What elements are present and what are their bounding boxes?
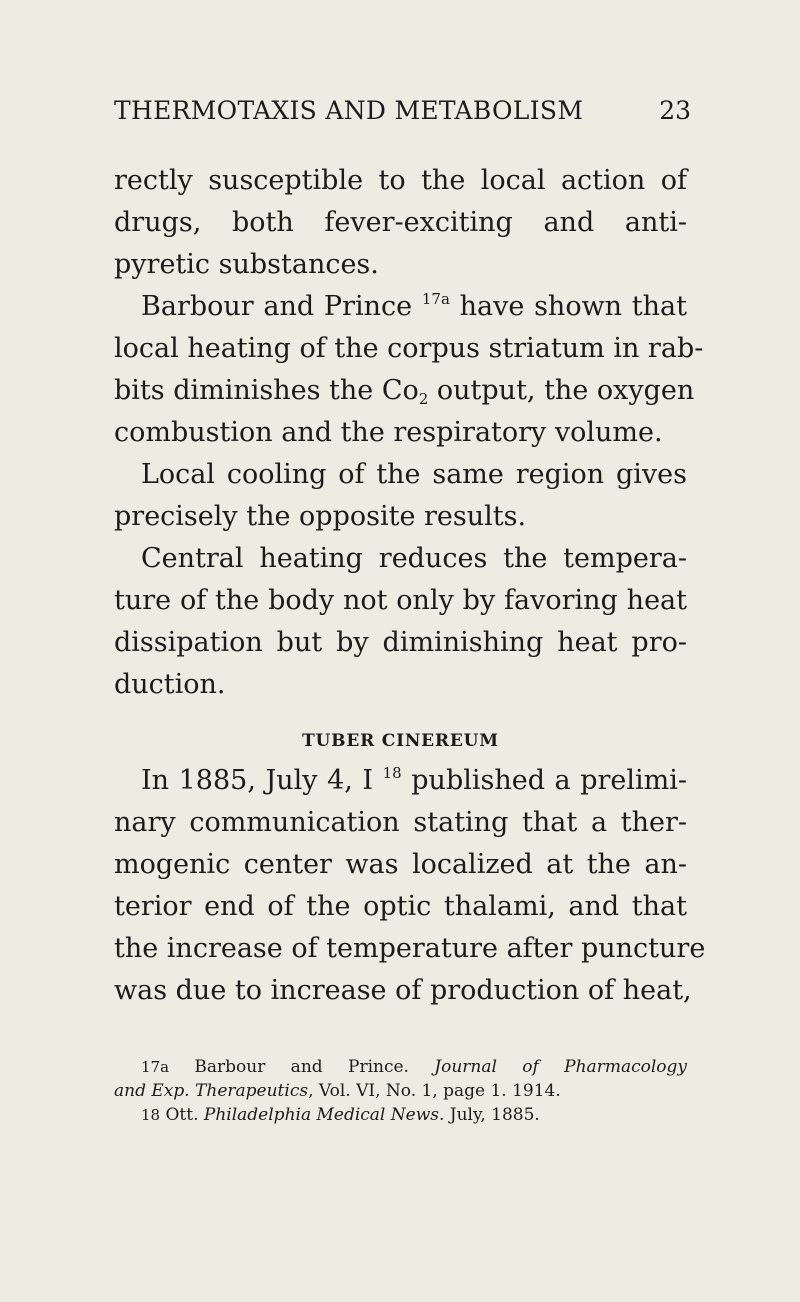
footnote-reference: 18 bbox=[382, 764, 402, 782]
footnote-17a bbox=[114, 1055, 687, 1079]
footnote-details: , Vol. VI, No. 1, page 1. 1914. bbox=[308, 1081, 561, 1101]
text-fragment: Barbour and Prince bbox=[141, 291, 422, 322]
footnote-details: . July, 1885. bbox=[438, 1105, 540, 1125]
text-line-with-subscript bbox=[114, 370, 695, 412]
text-line: local heating of the corpus striatum in rab- bbox=[114, 333, 704, 364]
text-line: rectly susceptible to the local action of bbox=[114, 165, 687, 196]
text-line: mogenic center was localized at the an- bbox=[114, 849, 687, 880]
footnotes bbox=[114, 1055, 687, 1127]
text-line: ture of the body not only by favoring heat bbox=[114, 585, 687, 616]
footnote-continuation bbox=[114, 1079, 687, 1103]
journal-title: Philadelphia Medical News bbox=[203, 1105, 439, 1125]
section-body bbox=[114, 760, 706, 1012]
running-title: THERMOTAXIS AND METABOLISM bbox=[114, 96, 584, 125]
text-line-with-reference bbox=[114, 760, 687, 802]
footnote-author: Ott. bbox=[160, 1105, 204, 1125]
text-line: dissipation but by diminishing heat pro- bbox=[114, 627, 687, 658]
footnote-authors: Barbour and Prince. bbox=[169, 1057, 435, 1077]
text-line: nary communication stating that a ther- bbox=[114, 807, 687, 838]
main-text bbox=[114, 160, 704, 706]
text-line-with-reference bbox=[114, 286, 687, 328]
text-line: precisely the opposite results. bbox=[114, 501, 527, 532]
text-line: the increase of temperature after puncture bbox=[114, 933, 706, 964]
text-fragment: have shown that bbox=[449, 291, 687, 322]
text-line: pyretic substances. bbox=[114, 249, 379, 280]
running-header bbox=[114, 96, 691, 136]
footnote-marker: 17a bbox=[141, 1058, 170, 1076]
text-line: was due to increase of production of heat, bbox=[114, 975, 692, 1006]
text-line: Central heating reduces the tempera- bbox=[141, 543, 687, 574]
text-line: combustion and the respiratory volume. bbox=[114, 417, 663, 448]
text-fragment: output, the oxygen bbox=[428, 375, 695, 406]
text-line: duction. bbox=[114, 669, 226, 700]
text-line: Local cooling of the same region gives bbox=[141, 459, 687, 490]
chemical-subscript: 2 bbox=[418, 390, 429, 408]
journal-title: Journal of Pharmacology bbox=[434, 1057, 687, 1077]
footnote-reference: 17a bbox=[421, 290, 450, 308]
footnote-marker: 18 bbox=[141, 1106, 161, 1124]
text-fragment: bits diminishes the Co bbox=[114, 375, 419, 406]
text-line: drugs, both fever-exciting and anti- bbox=[114, 207, 687, 238]
journal-title-continuation: and Exp. Therapeutics bbox=[114, 1081, 309, 1101]
page-number: 23 bbox=[659, 96, 691, 125]
text-fragment: published a prelimi- bbox=[401, 765, 687, 796]
footnote-18 bbox=[114, 1103, 687, 1127]
text-fragment: In 1885, July 4, I bbox=[141, 765, 383, 796]
section-heading: TUBER CINEREUM bbox=[302, 731, 499, 752]
text-line: terior end of the optic thalami, and that bbox=[114, 891, 687, 922]
